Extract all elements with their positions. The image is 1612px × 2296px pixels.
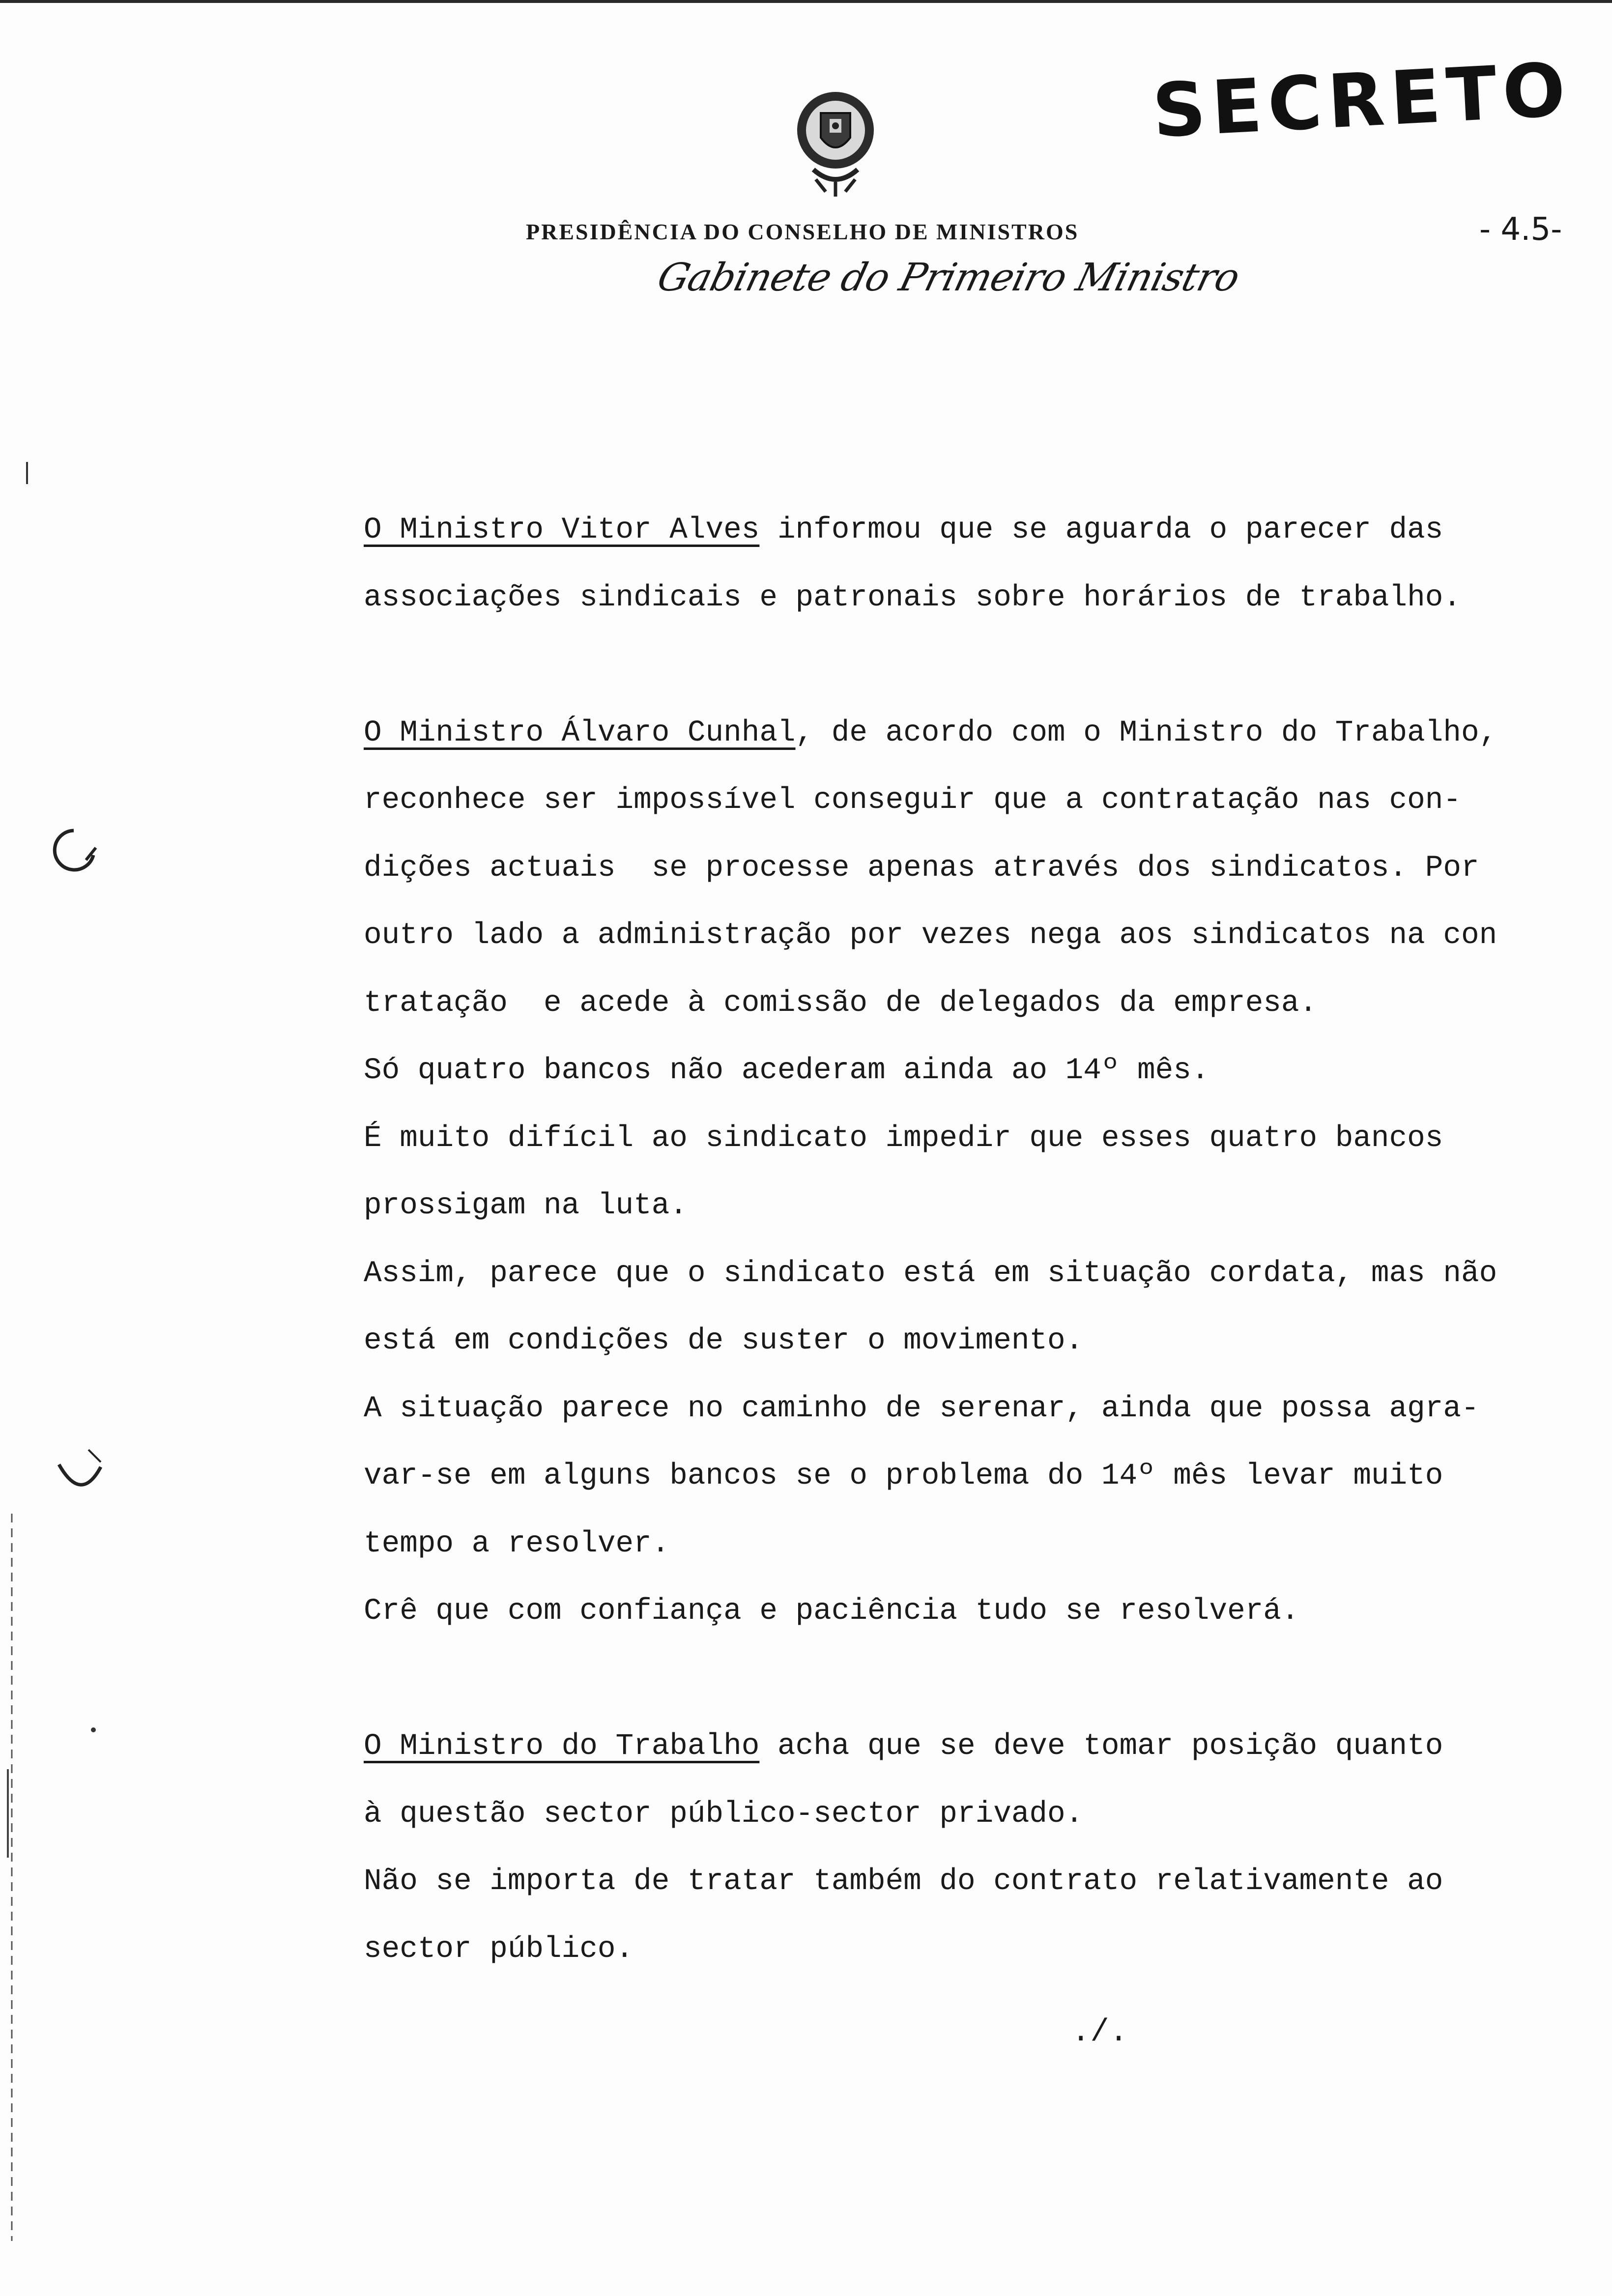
paragraph-first-line bbox=[364, 496, 1494, 564]
paragraph-first-line bbox=[364, 1713, 1494, 1780]
cabinet-subheading: Gabinete do Primeiro Ministro bbox=[653, 256, 1244, 300]
text-line: está em condições de suster o movimento. bbox=[364, 1324, 1084, 1358]
text-line: prossigam na luta. bbox=[364, 1189, 688, 1223]
text-line: A situação parece no caminho de serenar, ainda que possa agra- bbox=[364, 1391, 1479, 1426]
paragraph-gap bbox=[364, 631, 1494, 699]
text-line: Não se importa de tratar também do contrato relativamente ao bbox=[364, 1865, 1443, 1898]
secret-stamp: SECRETO bbox=[1150, 47, 1574, 155]
portuguese-coat-of-arms-icon bbox=[786, 84, 885, 201]
continuation-mark: ./. bbox=[1071, 2015, 1128, 2050]
text-line: Só quatro bancos não acederam ainda ao 14º mês. bbox=[364, 1054, 1209, 1088]
line-text: , de acordo com o Ministro do Trabalho, bbox=[795, 716, 1497, 750]
text-line: Assim, parece que o sindicato está em situação cordata, mas não bbox=[364, 1256, 1497, 1291]
text-line: tempo a resolver. bbox=[364, 1526, 670, 1561]
text-line: var-se em alguns bancos se o problema do 14º mês levar muito bbox=[364, 1459, 1443, 1493]
top-edge-rule bbox=[0, 0, 1612, 3]
minutes-body bbox=[364, 496, 1497, 1983]
paragraph-gap bbox=[364, 1645, 1494, 1713]
speaker-name: O Ministro Vitor Alves bbox=[364, 513, 760, 547]
text-line: outro lado a administração por vezes nega aos sindicatos na con bbox=[364, 918, 1497, 952]
page-number: - 4.5- bbox=[1479, 211, 1562, 248]
office-heading: PRESIDÊNCIA DO CONSELHO DE MINISTROS bbox=[526, 219, 1079, 244]
text-line: tratação e acede à comissão de delegados da empresa. bbox=[364, 986, 1318, 1020]
text-line: sector público. bbox=[364, 1932, 634, 1966]
line-text: informou que se aguarda o parecer das bbox=[759, 513, 1443, 547]
binding-marks bbox=[0, 0, 128, 2296]
text-line: associações sindicais e patronais sobre horários de trabalho. bbox=[364, 580, 1461, 615]
paragraph-first-line bbox=[364, 699, 1497, 767]
line-text: acha que se deve tomar posição quanto bbox=[759, 1729, 1443, 1763]
text-line: É muito difícil ao sindicato impedir que esses quatro bancos bbox=[364, 1121, 1443, 1155]
text-line: reconhece ser impossível conseguir que a contratação nas con- bbox=[364, 783, 1461, 817]
speaker-name: O Ministro do Trabalho bbox=[364, 1729, 760, 1763]
text-line: dições actuais se processe apenas através dos sindicatos. Por bbox=[364, 851, 1479, 885]
speaker-name: O Ministro Álvaro Cunhal bbox=[364, 716, 796, 750]
text-line: Crê que com confiança e paciência tudo se resolverá. bbox=[364, 1594, 1299, 1628]
text-line: à questão sector público-sector privado. bbox=[364, 1797, 1084, 1831]
